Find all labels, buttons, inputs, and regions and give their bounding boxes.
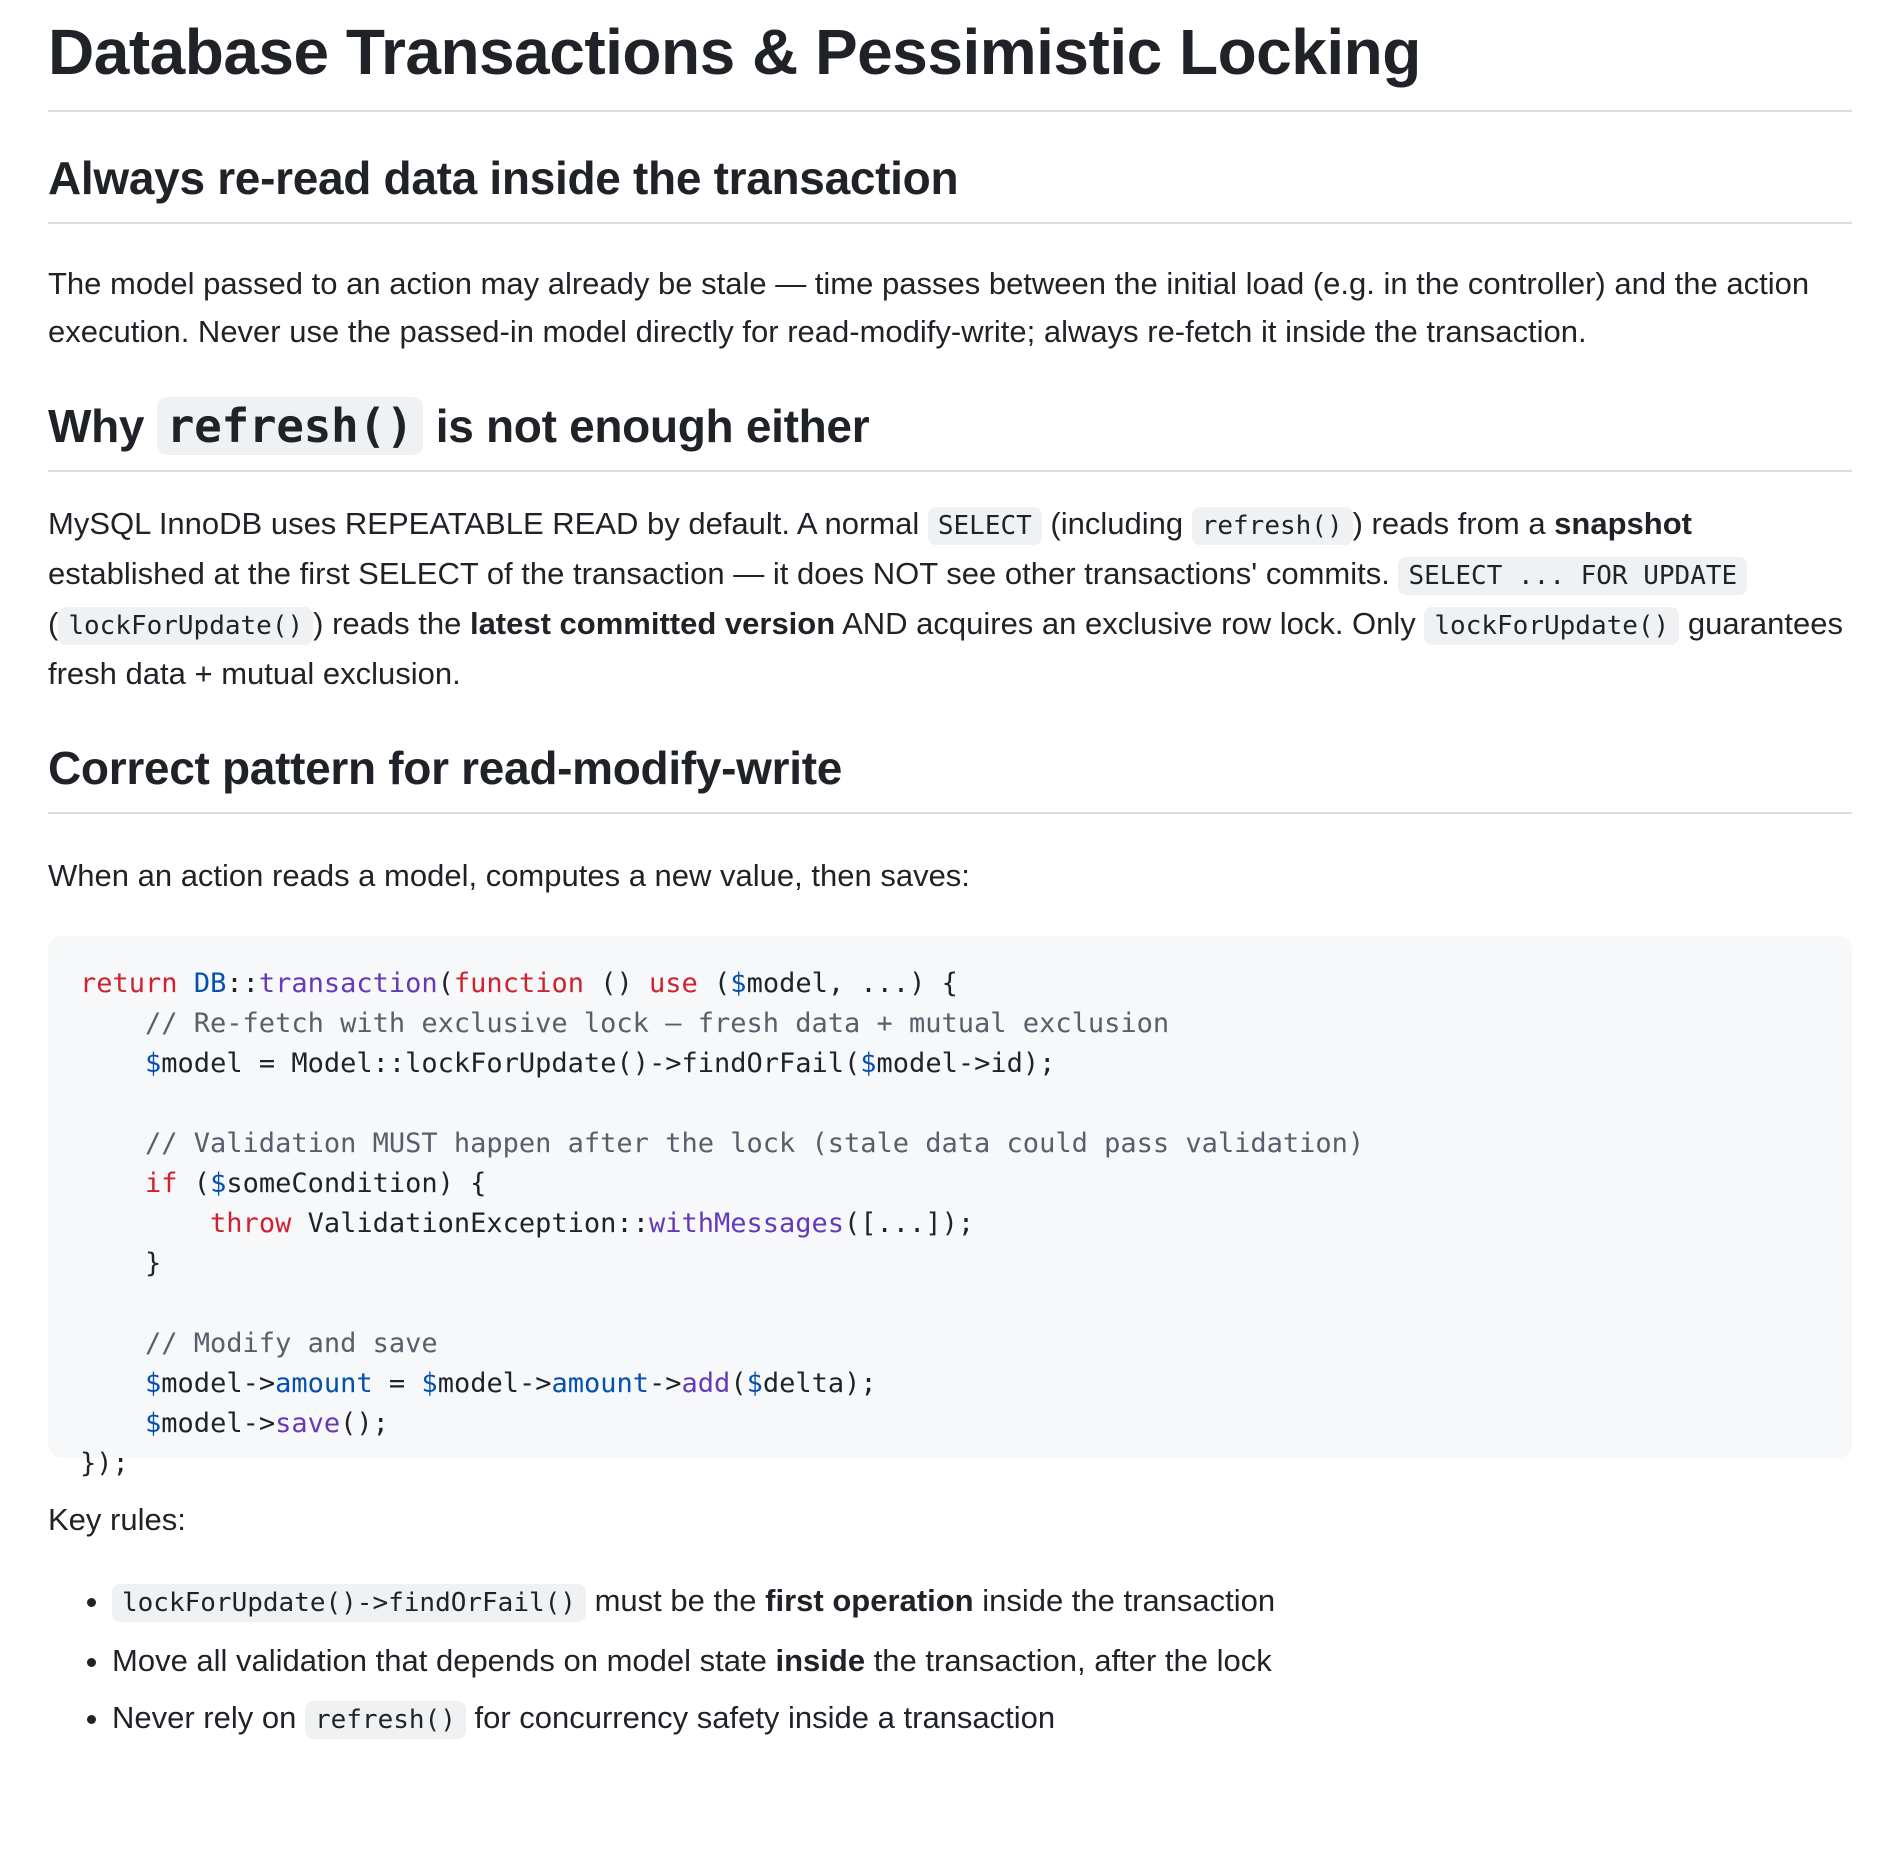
inline-code: refresh() bbox=[305, 1701, 466, 1739]
code-line bbox=[80, 1404, 1820, 1444]
code-text: ( bbox=[730, 1368, 747, 1399]
code-line: } bbox=[80, 1248, 162, 1279]
page-title: Database Transactions & Pessimistic Locking bbox=[48, 0, 1852, 112]
function-name: transaction bbox=[258, 968, 438, 999]
function-name: withMessages bbox=[648, 1208, 845, 1239]
inline-code: SELECT bbox=[928, 507, 1042, 545]
code-block[interactable] bbox=[48, 936, 1852, 1479]
code-comment: // Modify and save bbox=[80, 1328, 438, 1359]
text: Move all validation that depends on model state bbox=[112, 1643, 776, 1678]
text: ( bbox=[48, 606, 59, 641]
code-comment: // Validation MUST happen after the lock (stale data could pass validation) bbox=[80, 1128, 1365, 1159]
variable-sigil: $ bbox=[145, 1408, 162, 1439]
bold-text: latest committed version bbox=[469, 606, 836, 641]
code-text: someCondition) { bbox=[226, 1168, 487, 1199]
code-line bbox=[80, 1204, 1820, 1244]
code-text: -> bbox=[649, 1368, 682, 1399]
section-paragraph-reread: The model passed to an action may already be stale — time passes between the initial load (e.g. in the controller) and the action execution. Never use the passed-in model directly for read-modify-write; always re-fetch it inside the transaction. bbox=[48, 266, 1810, 349]
code-line bbox=[80, 1364, 1820, 1404]
keyword: throw bbox=[210, 1208, 292, 1239]
code-text: model = Model::lockForUpdate()->findOrFail( bbox=[161, 1048, 861, 1079]
text: AND acquires an exclusive row lock. Only bbox=[835, 606, 1425, 641]
keyword: use bbox=[649, 968, 698, 999]
code-text: delta); bbox=[762, 1368, 877, 1399]
text: (including bbox=[1041, 506, 1192, 541]
code-text: model-> bbox=[161, 1368, 276, 1399]
variable-sigil: $ bbox=[746, 1368, 763, 1399]
list-item bbox=[112, 1632, 1852, 1689]
function-name: save bbox=[275, 1408, 341, 1439]
code-text: model, ...) { bbox=[746, 968, 958, 999]
code-comment: // Re-fetch with exclusive lock — fresh data + mutual exclusion bbox=[80, 1008, 1170, 1039]
text: for concurrency safety inside a transaction bbox=[465, 1700, 1056, 1735]
text: guarantees fresh data + mutual exclusion. bbox=[48, 606, 1843, 691]
inline-code: SELECT ... FOR UPDATE bbox=[1398, 557, 1747, 595]
class-name: DB bbox=[193, 968, 227, 999]
inline-code: lockForUpdate() bbox=[1424, 607, 1679, 645]
property-name: amount bbox=[275, 1368, 373, 1399]
code-text: model-> bbox=[437, 1368, 552, 1399]
code-blank-line bbox=[80, 1084, 1820, 1124]
text: MySQL InnoDB uses REPEATABLE READ by default. A normal bbox=[48, 506, 928, 541]
code-text bbox=[178, 968, 194, 999]
code-line bbox=[80, 1044, 1820, 1084]
variable-sigil: $ bbox=[145, 1048, 162, 1079]
rules-lead: Key rules: bbox=[48, 1502, 186, 1537]
code-indent bbox=[80, 1408, 145, 1439]
list-item bbox=[112, 1689, 1852, 1749]
inline-code: lockForUpdate() bbox=[58, 607, 313, 645]
document bbox=[48, 0, 1852, 1749]
variable-sigil: $ bbox=[145, 1368, 162, 1399]
section-heading-pattern: Correct pattern for read-modify-write bbox=[48, 738, 1852, 814]
text: must be the bbox=[585, 1583, 766, 1618]
code-line bbox=[80, 964, 1820, 1004]
bold-text: first operation bbox=[765, 1583, 974, 1618]
text: ) reads the bbox=[313, 606, 470, 641]
code-line bbox=[80, 1164, 1820, 1204]
code-text: model-> bbox=[161, 1408, 276, 1439]
keyword: function bbox=[453, 968, 584, 999]
text: inside the transaction bbox=[973, 1583, 1276, 1618]
list-item bbox=[112, 1572, 1852, 1632]
variable-sigil: $ bbox=[421, 1368, 438, 1399]
code-line: }); bbox=[80, 1448, 129, 1479]
section-lead-pattern: When an action reads a model, computes a new value, then saves: bbox=[48, 858, 970, 893]
rules-list bbox=[48, 1572, 1852, 1749]
code-text: (); bbox=[340, 1408, 389, 1439]
code-indent bbox=[80, 1048, 145, 1079]
function-name: add bbox=[681, 1368, 731, 1399]
code-text: model->id); bbox=[876, 1048, 1056, 1079]
section-heading-refresh bbox=[48, 396, 1852, 472]
text: ) reads from a bbox=[1352, 506, 1555, 541]
heading-text: is not enough either bbox=[423, 400, 870, 452]
inline-code: refresh() bbox=[1192, 507, 1353, 545]
code-text: () bbox=[583, 968, 649, 999]
text: Never rely on bbox=[112, 1700, 305, 1735]
variable-sigil: $ bbox=[860, 1048, 877, 1079]
variable-sigil: $ bbox=[210, 1168, 227, 1199]
bold-text: inside bbox=[775, 1643, 866, 1678]
property-name: amount bbox=[551, 1368, 650, 1399]
text: established at the first SELECT of the transaction — it does NOT see other transactions' commits. bbox=[48, 556, 1399, 591]
code-text: :: bbox=[226, 968, 259, 999]
heading-text: Why bbox=[48, 400, 157, 452]
section-paragraph-refresh bbox=[48, 500, 1852, 698]
code-text: ( bbox=[177, 1168, 211, 1199]
text: the transaction, after the lock bbox=[865, 1643, 1272, 1678]
code-text: ([...]); bbox=[844, 1208, 975, 1239]
bold-text: snapshot bbox=[1554, 506, 1692, 541]
variable-sigil: $ bbox=[730, 968, 747, 999]
code-indent bbox=[80, 1208, 210, 1239]
code-text: ( bbox=[697, 968, 731, 999]
code-text: = bbox=[372, 1368, 422, 1399]
section-heading-reread: Always re-read data inside the transaction bbox=[48, 148, 1852, 224]
inline-code: refresh() bbox=[157, 397, 424, 455]
code-text: ( bbox=[437, 968, 454, 999]
code-blank-line bbox=[80, 1284, 1820, 1324]
keyword: return bbox=[80, 968, 178, 999]
code-text: ValidationException:: bbox=[291, 1208, 649, 1239]
code-indent bbox=[80, 1168, 145, 1199]
inline-code: lockForUpdate()->findOrFail() bbox=[112, 1584, 586, 1622]
code-indent bbox=[80, 1368, 145, 1399]
keyword: if bbox=[145, 1168, 178, 1199]
